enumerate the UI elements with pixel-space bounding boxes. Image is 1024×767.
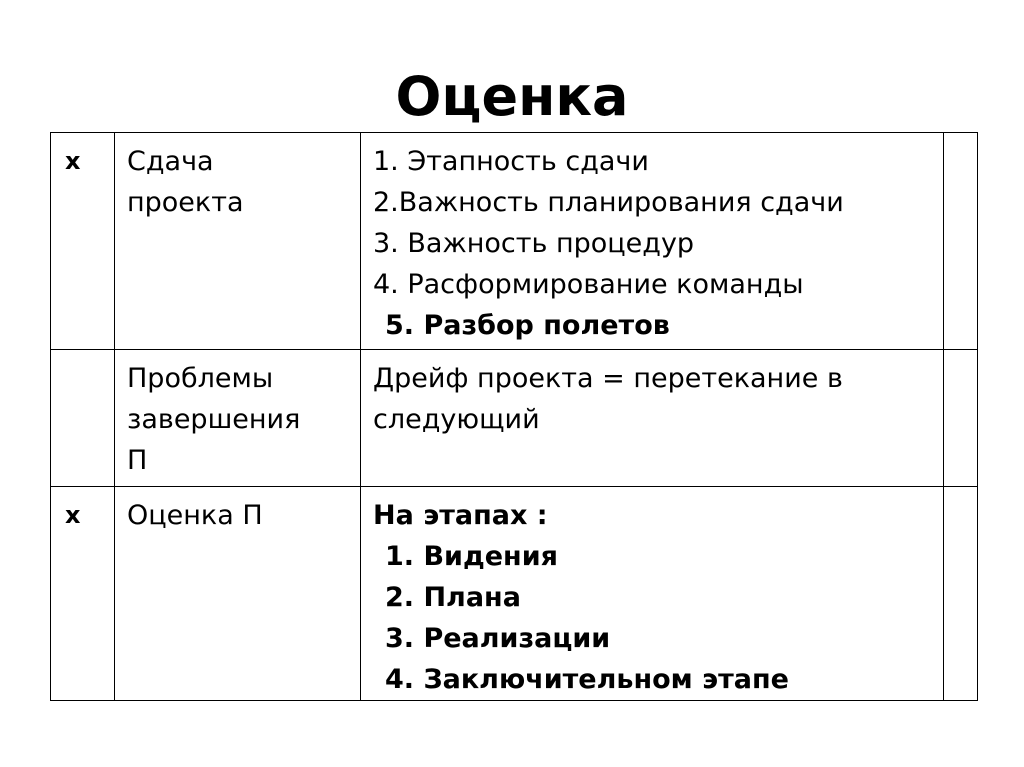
topic-line: завершения xyxy=(127,404,301,435)
empty-cell xyxy=(944,133,978,350)
topic-line: П xyxy=(127,445,148,476)
list-item: 3. Важность процедур xyxy=(373,228,695,259)
table-row xyxy=(51,487,978,701)
topic-line: Сдача xyxy=(127,146,214,177)
list-item-bold: 5. Разбор полетов xyxy=(385,310,670,341)
topic-line: Проблемы xyxy=(127,363,274,394)
details-cell xyxy=(361,487,944,701)
topic-cell xyxy=(115,487,361,701)
topic-cell xyxy=(115,133,361,350)
mark-cell xyxy=(51,350,115,487)
list-item: 1. Видения xyxy=(385,541,558,572)
table-row xyxy=(51,133,978,350)
list-item: 3. Реализации xyxy=(385,623,611,654)
topic-cell xyxy=(115,350,361,487)
list-heading: На этапах : xyxy=(373,500,548,531)
empty-cell xyxy=(944,487,978,701)
list-item: 2.Важность планирования сдачи xyxy=(373,187,844,218)
mark-cell: x xyxy=(51,487,115,701)
topic-line: Оценка П xyxy=(127,500,263,531)
topic-line: проекта xyxy=(127,187,244,218)
list-item: 1. Этапность сдачи xyxy=(373,146,649,177)
details-cell xyxy=(361,133,944,350)
mark-cell: x xyxy=(51,133,115,350)
slide-title: Оценка xyxy=(395,65,629,128)
table-row xyxy=(51,350,978,487)
details-cell xyxy=(361,350,944,487)
text-line: Дрейф проекта = перетекание в xyxy=(373,363,843,394)
list-item: 2. Плана xyxy=(385,582,521,613)
list-item: 4. Заключительном этапе xyxy=(385,664,789,695)
evaluation-table xyxy=(50,132,978,701)
list-item: 4. Расформирование команды xyxy=(373,269,804,300)
text-line: следующий xyxy=(373,404,540,435)
empty-cell xyxy=(944,350,978,487)
